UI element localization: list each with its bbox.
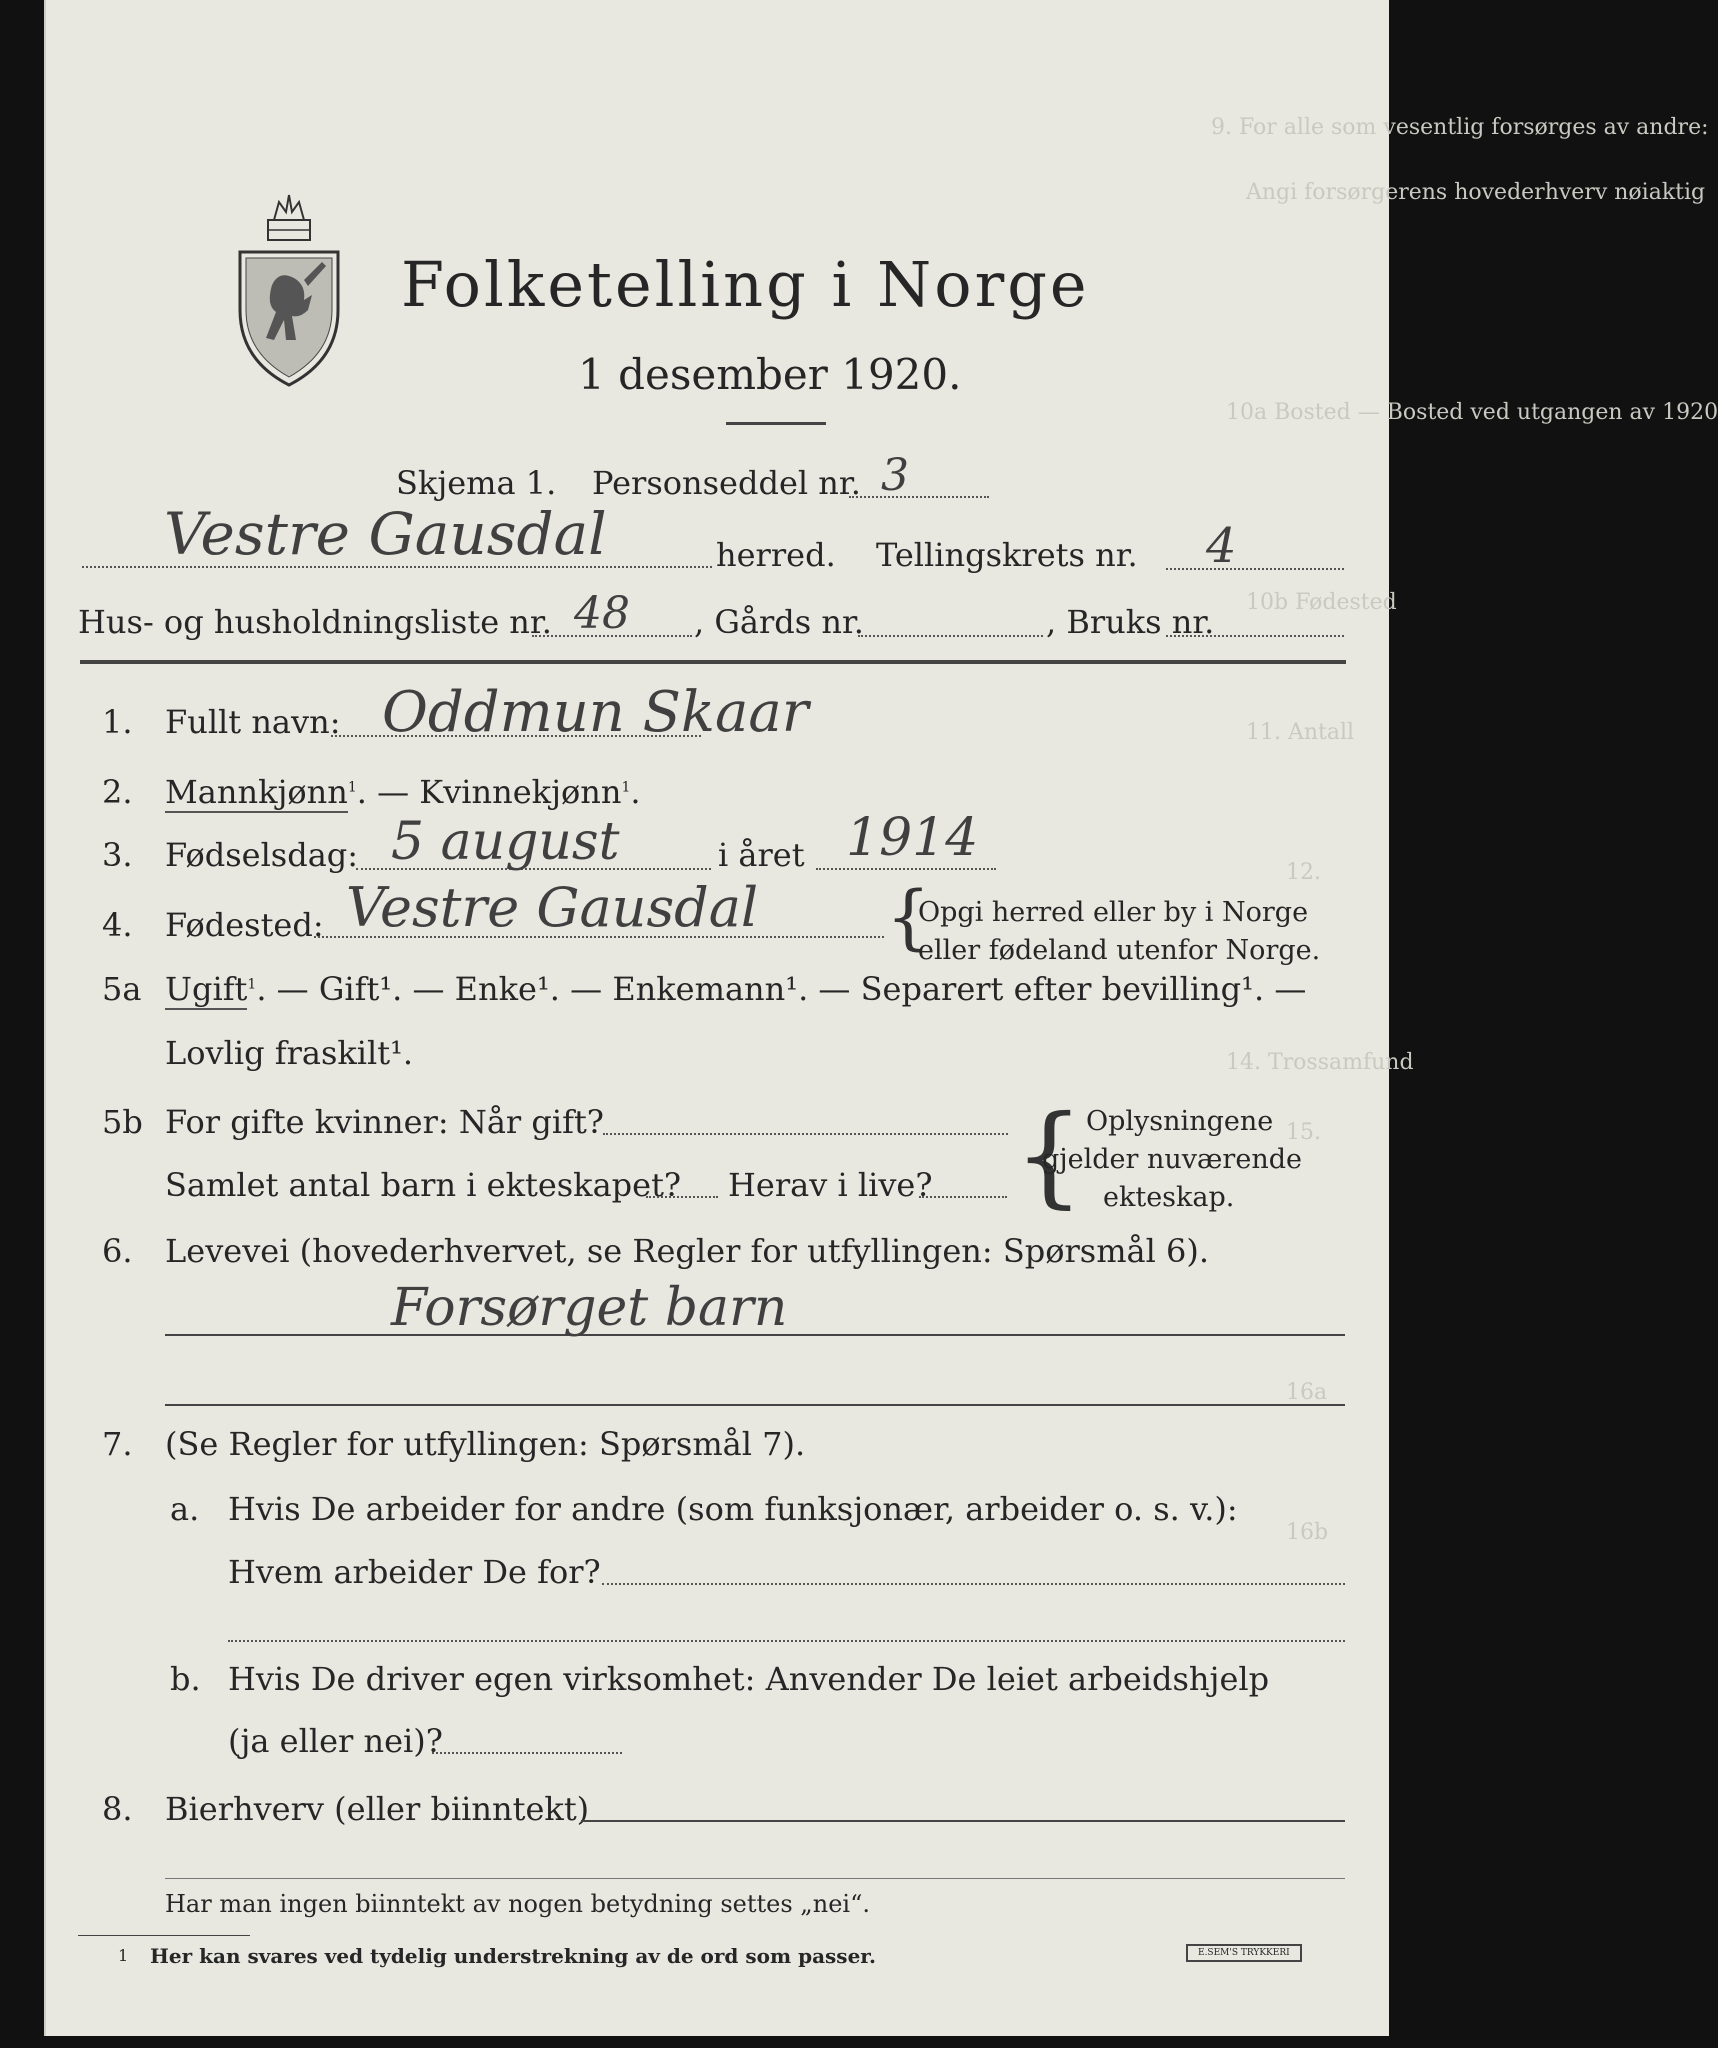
q7a-text: Hvis De arbeider for andre (som funksjonær, arbeider o. s. v.): [228,1490,1238,1528]
q4-label: Fødested: [165,906,324,944]
q7a-field [602,1583,1345,1585]
page-title: Folketelling i Norge [401,248,1090,321]
q8-number: 8. [102,1790,133,1828]
q4-brace: { [886,876,931,958]
q3-label: Fødselsdag: [165,836,359,874]
footer-note: Har man ingen biinntekt av nogen betydning settes „nei“. [165,1890,870,1918]
q2-female[interactable]: Kvinnekjønn [419,773,622,811]
personseddel-field [849,496,989,498]
husliste-label: Hus- og husholdningsliste nr. [78,603,552,641]
q5a-ugift[interactable]: Ugift [165,970,248,1008]
bleed-through-text: 14. Trossamfund [1226,1050,1414,1075]
bruks-field [1166,635,1344,637]
q7b-field [432,1752,622,1754]
husliste-value: 48 [574,588,630,639]
tellingskrets-value: 4 [1206,518,1237,574]
q7a-letter: a. [170,1490,200,1528]
q7b-letter: b. [170,1660,201,1698]
q5a-options: Ugift$^1$. — Gift¹. — Enke¹. — Enkemann¹. — Separert efter bevilling¹. — [165,970,1307,1008]
q7b-question: (ja eller nei)? [228,1722,443,1760]
q5b-line2a: Samlet antal barn i ekteskapet? [165,1166,682,1204]
bleed-through-text: 10b Fødested [1246,590,1397,615]
section-divider [80,660,1346,664]
q8-field-2 [165,1878,1345,1879]
schema-label: Skjema 1. [396,464,557,502]
footnote-mark: 1 [118,1946,129,1965]
bleed-through-text: 10a Bosted — Bosted ved utgangen av 1920 [1226,400,1718,425]
printer-stamp: E.SEM'S TRYKKERI [1186,1944,1302,1962]
bleed-through-text: Angi forsørgerens hovederhverv nøiaktig [1246,180,1706,205]
q5b-note3: ekteskap. [1103,1182,1235,1213]
q6-value: Forsørget barn [391,1278,788,1338]
q4-note-line1: Opgi herred eller by i Norge [918,897,1309,928]
q5a-line2[interactable]: Lovlig fraskilt¹. [165,1034,414,1072]
bleed-through-text: 15. [1286,1120,1321,1145]
q3-year-value: 1914 [846,808,979,868]
q8-label: Bierhverv (eller biinntekt) [165,1790,590,1828]
q5a-other-options[interactable]: . — Gift¹. — Enke¹. — Enkemann¹. — Separert efter bevilling¹. — [256,970,1307,1008]
q8-field [581,1820,1345,1822]
q5b-brace: { [1014,1091,1084,1219]
q1-label: Fullt navn: [165,703,341,741]
tellingskrets-field [1166,568,1344,570]
q2-number: 2. [102,773,133,811]
herred-value: Vestre Gausdal [164,500,607,568]
personseddel-value: 3 [881,450,909,501]
q7b-text: Hvis De driver egen virksomhet: Anvender De leiet arbeidshjelp [228,1660,1270,1698]
census-date: 1 desember 1920. [578,350,962,399]
q3-year-field [816,868,996,870]
q5b-line2b: Herav i live? [728,1166,933,1204]
personseddel-label: Personseddel nr. [592,464,861,502]
census-form [44,0,1718,2036]
bleed-through-text: 12. [1286,860,1321,885]
q2-male[interactable]: Mannkjønn [165,773,348,811]
q7a-question: Hvem arbeider De for? [228,1553,601,1591]
q5b-live-field [919,1196,1007,1198]
bleed-through-text: 11. Antall [1246,720,1355,745]
bleed-through-text: 16b [1286,1520,1329,1545]
q3-year-label: i året [718,836,805,874]
footnote-text: Her kan svares ved tydelig understrekning av de ord som passer. [150,1944,876,1968]
q6-label: Levevei (hovederhvervet, se Regler for utfyllingen: Spørsmål 6). [165,1232,1210,1270]
q5b-barn-field [646,1196,718,1198]
q7-label: (Se Regler for utfyllingen: Spørsmål 7). [165,1425,806,1463]
gards-field [858,635,1043,637]
q2-options: Mannkjønn$^1$. — Kvinnekjønn$^1$. [165,773,641,811]
q4-note-line2: eller fødeland utenfor Norge. [918,935,1321,966]
q3-number: 3. [102,836,133,874]
q5b-number: 5b [102,1103,143,1141]
gards-label: , Gårds nr. [694,603,864,641]
q5b-line1: For gifte kvinner: Når gift? [165,1103,604,1141]
q7a-field-2 [228,1640,1345,1642]
title-rule [726,422,826,425]
q5b-note2: gjelder nuværende [1042,1144,1302,1175]
q5b-gift-field [603,1133,1008,1135]
q1-value: Oddmun Skaar [382,680,809,745]
q5b-note1: Oplysningene [1086,1106,1274,1137]
q3-value: 5 august [391,812,620,872]
bleed-through-text: 16a [1286,1380,1328,1405]
tellingskrets-label: Tellingskrets nr. [876,536,1138,574]
bruks-label: , Bruks nr. [1046,603,1215,641]
q4-number: 4. [102,906,133,944]
q6-number: 6. [102,1232,133,1270]
q1-number: 1. [102,703,133,741]
q4-value: Vestre Gausdal [346,876,759,939]
norwegian-coat-of-arms-icon [234,190,344,390]
bleed-through-text: 9. For alle som vesentlig forsørges av andre: [1211,115,1709,140]
q7-number: 7. [102,1425,133,1463]
q5a-number: 5a [102,970,142,1008]
herred-label: herred. [716,536,836,574]
footnote-rule [78,1935,250,1936]
q6-field-2 [165,1404,1345,1406]
